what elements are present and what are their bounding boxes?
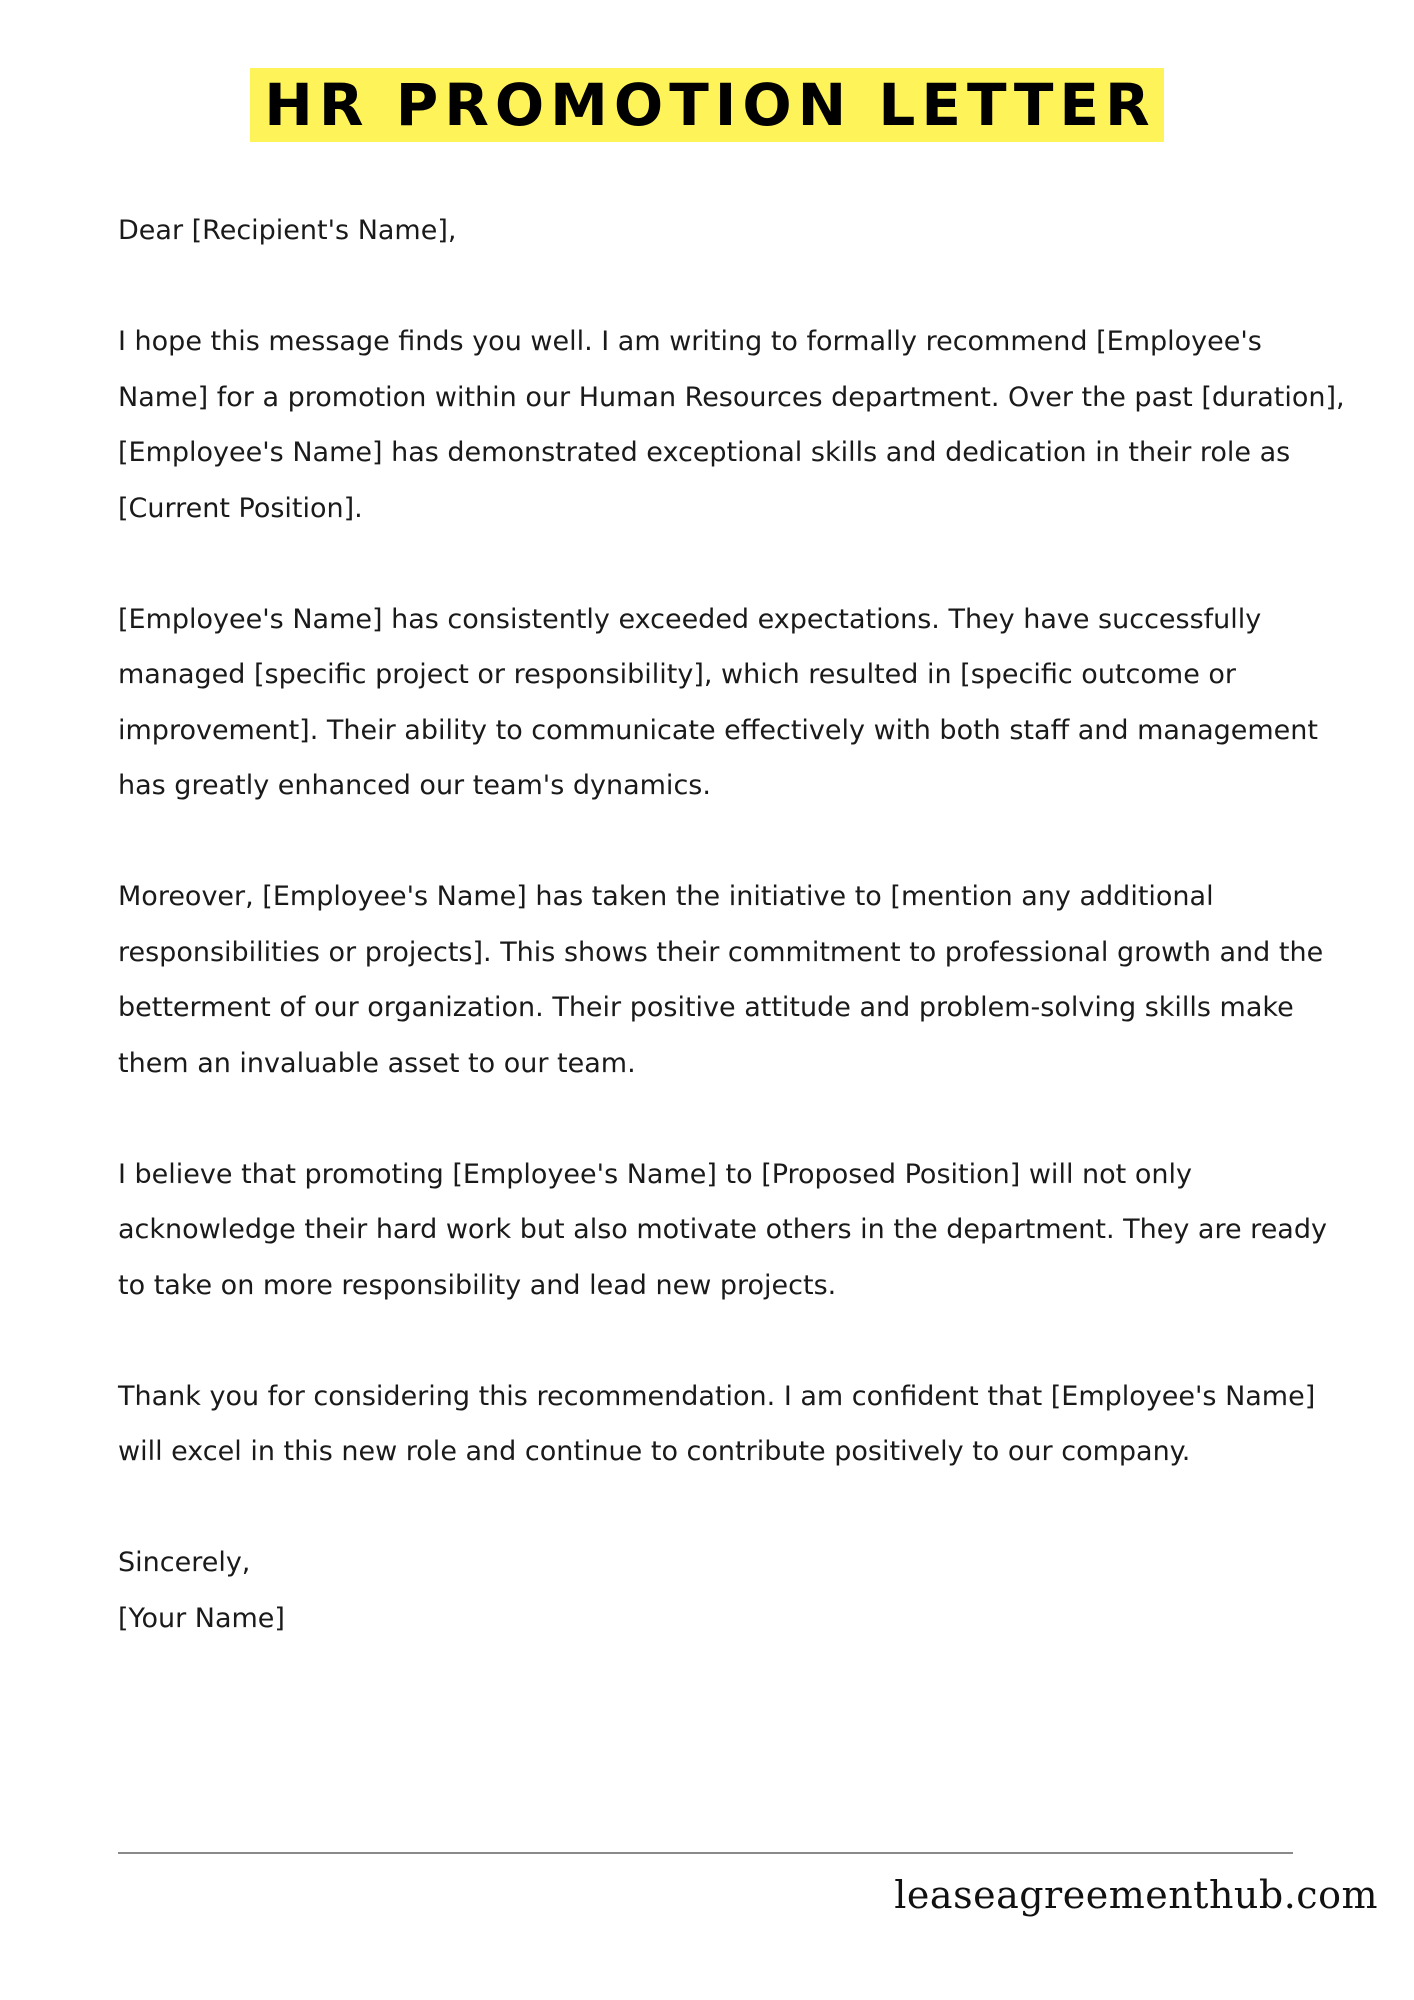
paragraph-initiative: Moreover, [Employee's Name] has taken the initiative to [mention any additional responsibilities or projects]. This shows their commitment to professional growth and the betterment of our organization. Their positive attitude and problem-solving skills make them an invaluable asset to our team. bbox=[118, 881, 1324, 1079]
salutation: Dear [Recipient's Name], bbox=[118, 215, 457, 246]
footer-divider bbox=[118, 1852, 1293, 1854]
paragraph-recommendation: I believe that promoting [Employee's Name] to [Proposed Position] will not only acknowledge their hard work but also motivate others in the department. They are ready to take on more responsibility and lead new projects. bbox=[118, 1158, 1327, 1301]
title-wrapper bbox=[0, 68, 1414, 142]
paragraph-performance: [Employee's Name] has consistently exceeded expectations. They have successfully managed [specific project or responsibility], which resulted in [specific outcome or improvement]. Their ability to communicate effectively with both staff and management has greatly enhanced our team's dynamics. bbox=[118, 603, 1318, 801]
letter-body bbox=[118, 203, 1348, 1646]
paragraph-thanks: Thank you for considering this recommendation. I am confident that [Employee's Name] will excel in this new role and continue to contribute positively to our company. bbox=[118, 1380, 1316, 1467]
footer-site-name: leaseagreementhub.com bbox=[894, 1873, 1378, 1917]
signoff-block bbox=[118, 1535, 1348, 1646]
document-title: HR PROMOTION LETTER bbox=[250, 68, 1163, 142]
closing: Sincerely, bbox=[118, 1547, 251, 1578]
signature-placeholder: [Your Name] bbox=[118, 1602, 285, 1634]
paragraph-intro: I hope this message finds you well. I am writing to formally recommend [Employee's Name] for a promotion within our Human Resources department. Over the past [duration], [Employee's Name] has demonstrated exceptional skills and dedication in their role as [Current Position]. bbox=[118, 326, 1345, 524]
